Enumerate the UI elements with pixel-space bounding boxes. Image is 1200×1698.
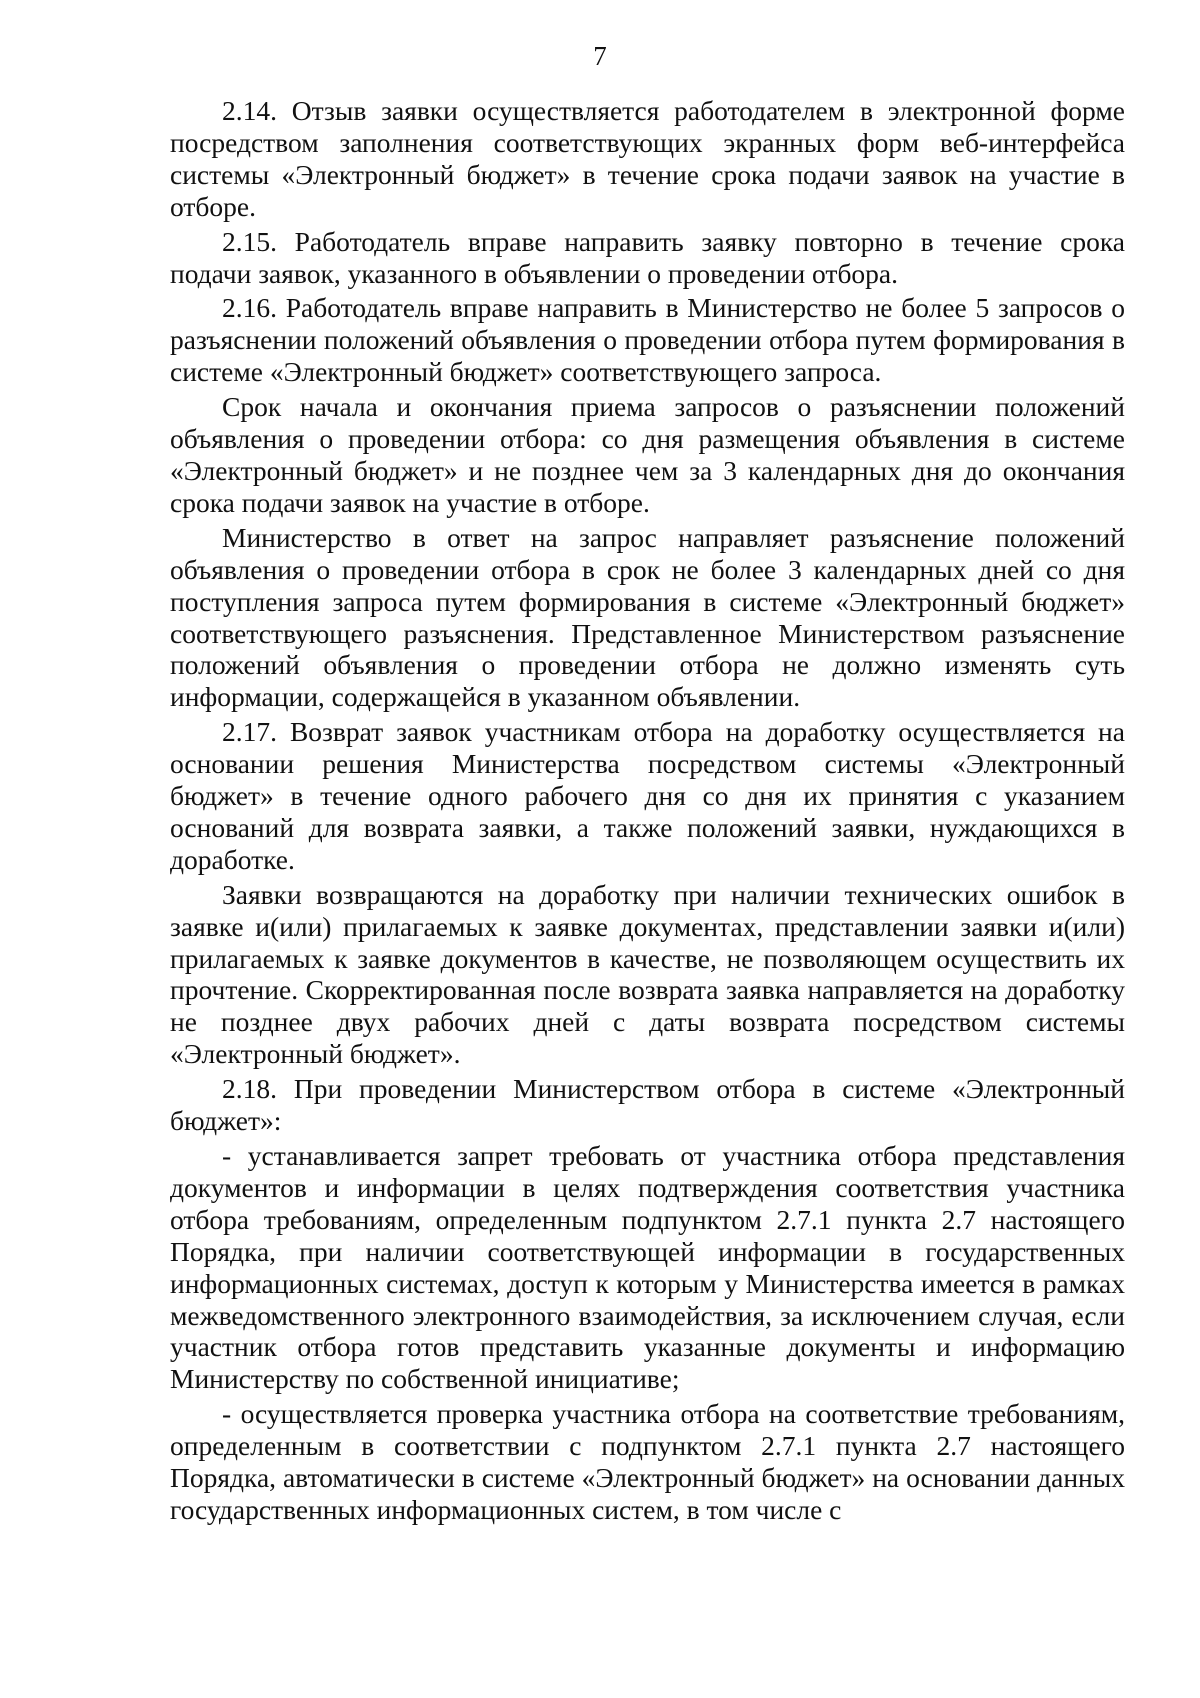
- paragraph-2-17: 2.17. Возврат заявок участникам отбора на доработку осуществляется на основании решения Министерства посредством системы «Электронный бюджет» в течение одного рабочего дня со дня их принятия с указанием оснований для возврата заявки, а также положений заявки, нуждающихся в доработке.: [170, 716, 1125, 875]
- paragraph-ministry-response: Министерство в ответ на запрос направляет разъяснение положений объявления о проведении отбора в срок не более 3 календарных дней со дня поступления запроса путем формирования в системе «Электронный бюджет» соответствующего разъяснения. Представленное Министерством разъяснение положений объявления о проведении отбора не должно изменять суть информации, содержащейся в указанном объявлении.: [170, 521, 1125, 713]
- list-item-verification: - осуществляется проверка участника отбора на соответствие требованиям, определенным в соответствии с подпунктом 2.7.1 пункта 2.7 настоящего Порядка, автоматически в системе «Электронный бюджет» на основании данных государственных информационных систем, в том числе с: [170, 1398, 1125, 1525]
- list-item-prohibition: - устанавливается запрет требовать от участника отбора представления документов и информации в целях подтверждения соответствия участника отбора требованиям, определенным подпунктом 2.7.1 пункта 2.7 настоящего Порядка, при наличии соответствующей информации в государственных информационных системах, доступ к которым у Министерства имеется в рамках межведомственного электронного взаимодействия, за исключением случая, если участник отбора готов представить указанные документы и информацию Министерству по собственной инициативе;: [170, 1140, 1125, 1395]
- paragraph-2-18: 2.18. При проведении Министерством отбора в системе «Электронный бюджет»:: [170, 1073, 1125, 1137]
- paragraph-2-14: 2.14. Отзыв заявки осуществляется работодателем в электронной форме посредством заполнения соответствующих экранных форм веб-интерфейса системы «Электронный бюджет» в течение срока подачи заявок на участие в отборе.: [170, 95, 1125, 222]
- paragraph-2-16: 2.16. Работодатель вправе направить в Министерство не более 5 запросов о разъяснении положений объявления о проведении отбора путем формирования в системе «Электронный бюджет» соответствующего запроса.: [170, 292, 1125, 388]
- paragraph-2-15: 2.15. Работодатель вправе направить заявку повторно в течение срока подачи заявок, указанного в объявлении о проведении отбора.: [170, 225, 1125, 289]
- paragraph-return-grounds: Заявки возвращаются на доработку при наличии технических ошибок в заявке и(или) прилагаемых к заявке документах, представлении заявки и(или) прилагаемых к заявке документов в качестве, не позволяющем осуществить их прочтение. Скорректированная после возврата заявка направляется на доработку не позднее двух рабочих дней с даты возврата посредством системы «Электронный бюджет».: [170, 878, 1125, 1070]
- document-body: [170, 95, 1125, 1526]
- paragraph-request-deadline: Срок начала и окончания приема запросов о разъяснении положений объявления о проведении отбора: со дня размещения объявления в системе «Электронный бюджет» и не позднее чем за 3 календарных дня до окончания срока подачи заявок на участие в отборе.: [170, 391, 1125, 518]
- page-number: 7: [593, 41, 607, 71]
